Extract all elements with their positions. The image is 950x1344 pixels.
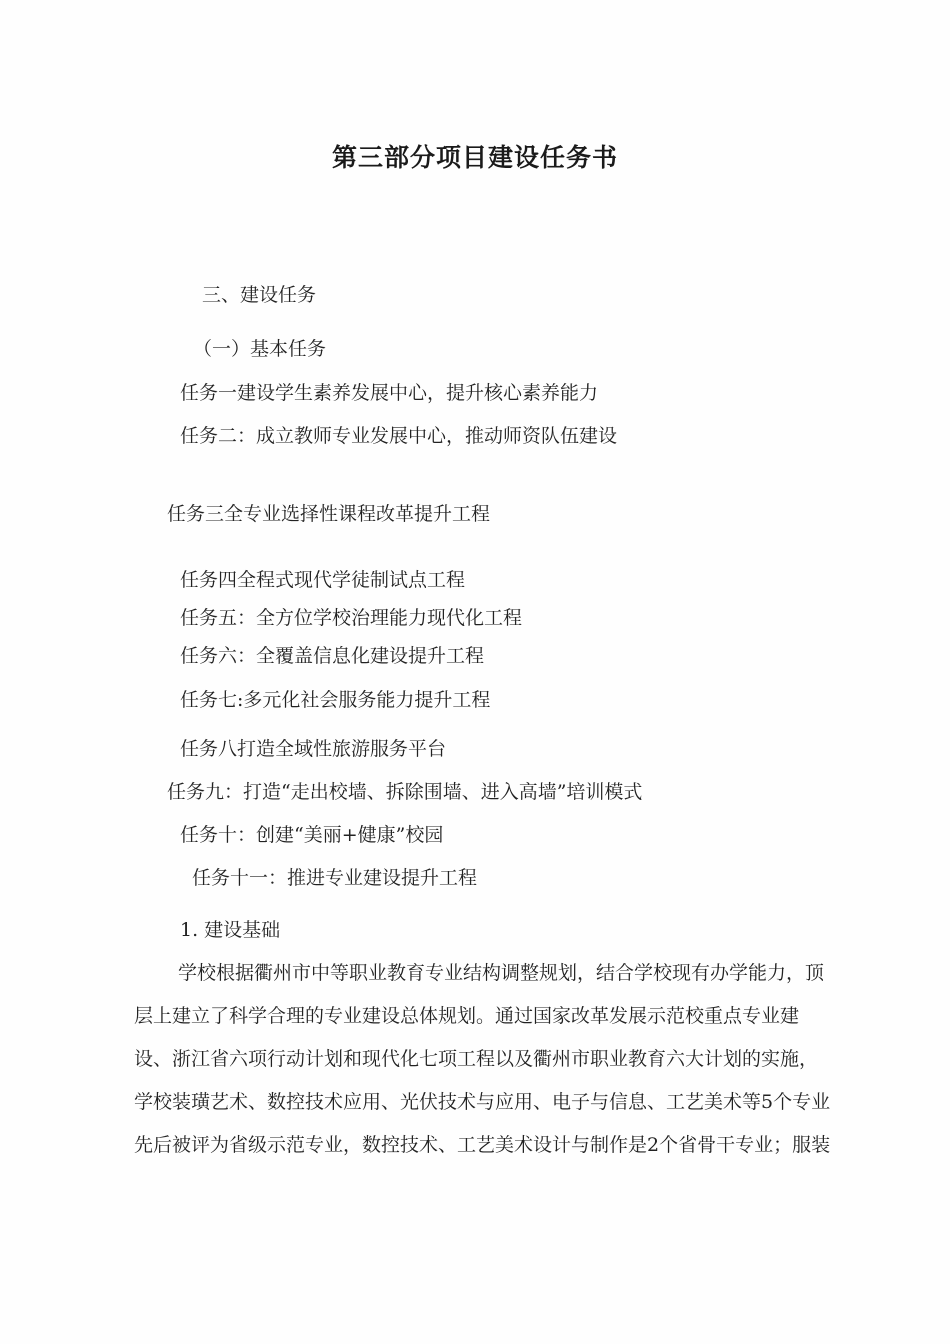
task-item-4: 任务四全程式现代学徒制试点工程 — [180, 569, 466, 591]
section-heading: 三、建设任务 — [202, 284, 317, 306]
task-item-5: 任务五：全方位学校治理能力现代化工程 — [180, 607, 523, 629]
task-item-3: 任务三全专业选择性课程改革提升工程 — [167, 503, 491, 525]
task-item-9: 任务九：打造“走出校墙、拆除围墙、进入高墙”培训模式 — [167, 781, 643, 803]
subheading-foundation: 1. 建设基础 — [180, 919, 281, 941]
task-item-11: 任务十一：推进专业建设提升工程 — [192, 867, 478, 889]
body-paragraph: 学校根据衢州市中等职业教育专业结构调整规划，结合学校现有办学能力，顶层上建立了科学合理的专业建设总体规划。通过国家改革发展示范校重点专业建设、浙江省六项行动计划和现代化七项工程以及衢州市职业教育六大计划的实施，学校装璜艺术、数控技术应用、光伏技术与应用、电子与信息、工艺美术等5个专业先后被评为省级示范专业，数控技术、工艺美术设计与制作是2个省骨干专业；服装 — [134, 962, 831, 1156]
task-item-8: 任务八打造全域性旅游服务平台 — [180, 738, 447, 760]
document-title: 第三部分项目建设任务书 — [331, 143, 618, 172]
task-item-7: 任务七:多元化社会服务能力提升工程 — [180, 689, 491, 711]
subsection-heading: （一）基本任务 — [193, 338, 327, 360]
task-item-10: 任务十：创建“美丽+健康”校园 — [180, 824, 444, 846]
task-item-6: 任务六：全覆盖信息化建设提升工程 — [180, 645, 485, 667]
task-item-1: 任务一建设学生素养发展中心，提升核心素养能力 — [180, 382, 599, 404]
task-item-2: 任务二：成立教师专业发展中心，推动师资队伍建设 — [180, 425, 618, 447]
